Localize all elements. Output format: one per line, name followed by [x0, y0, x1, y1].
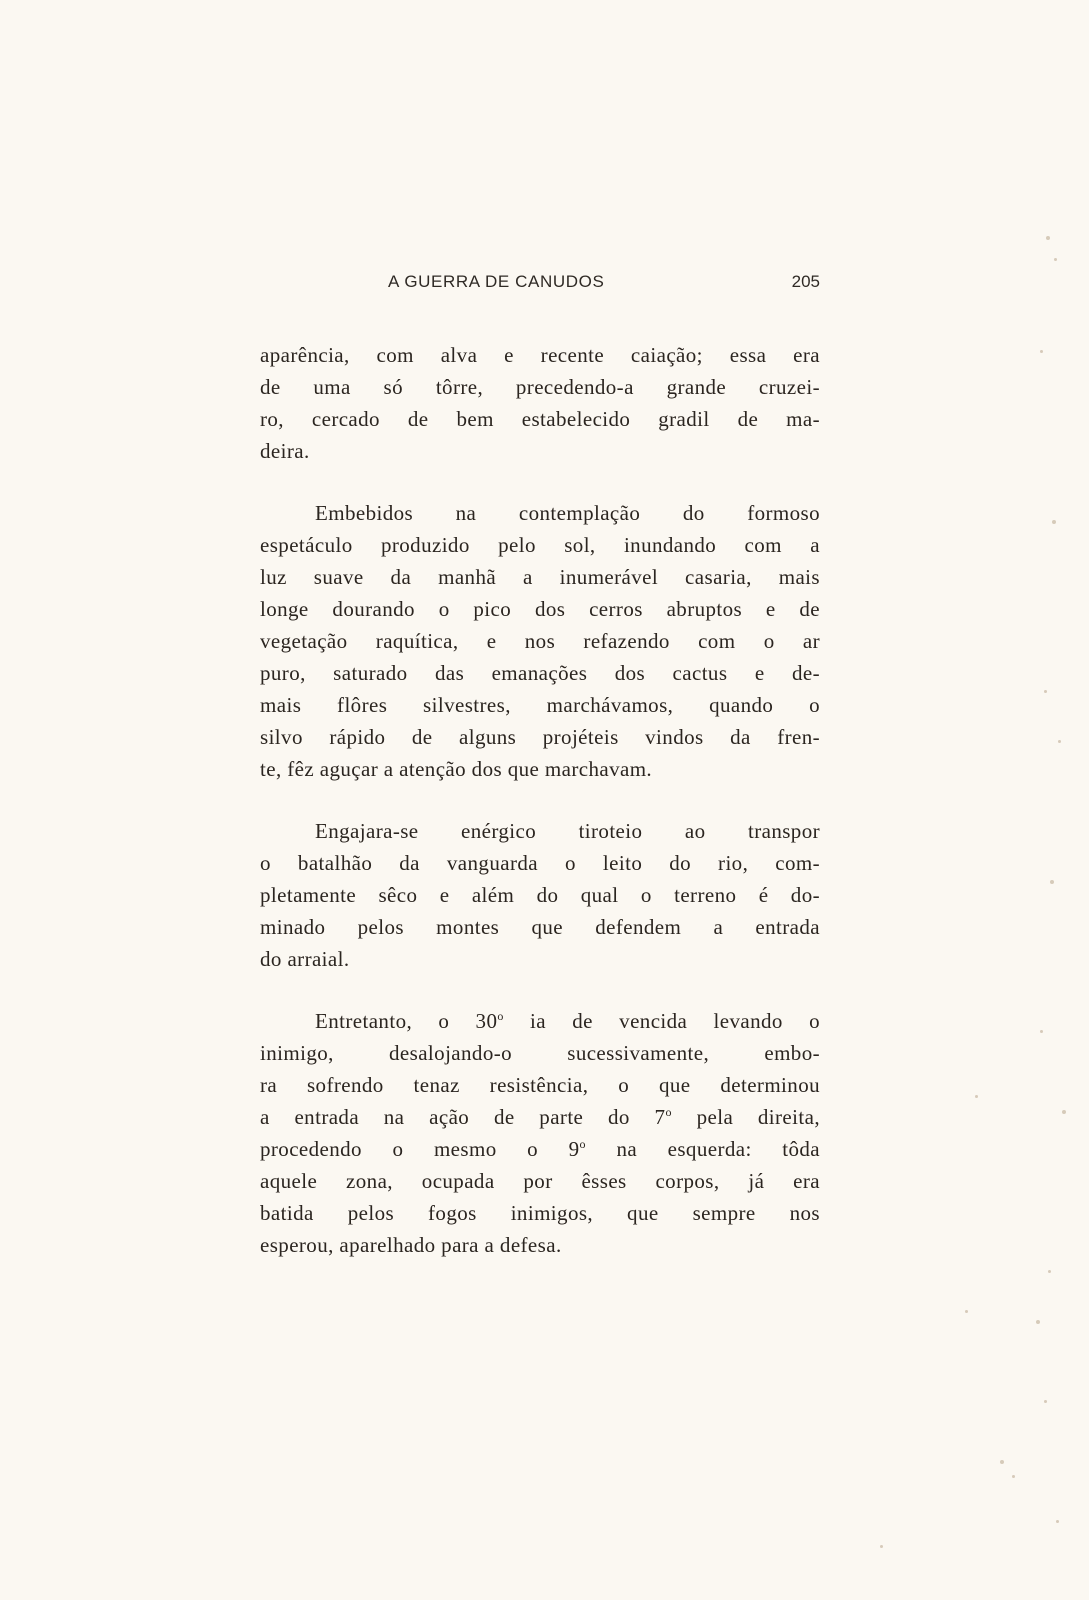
body-text — [260, 339, 820, 1261]
text-line — [260, 1133, 820, 1165]
text-line: longe dourando o pico dos cerros abruptos e de — [260, 597, 820, 621]
text-line — [260, 1005, 820, 1037]
text-line: Embebidos na contemplação do formoso — [315, 501, 820, 525]
text-line: batida pelos fogos inimigos, que sempre nos — [260, 1201, 820, 1225]
paragraph-4 — [260, 1005, 820, 1261]
text-line: de uma só tôrre, precedendo-a grande cruzei- — [260, 375, 820, 399]
text-line: deira. — [260, 439, 310, 463]
ordinal-mark: o — [579, 1137, 586, 1151]
text-line: minado pelos montes que defendem a entrada — [260, 915, 820, 939]
text-line: inimigo, desalojando-o sucessivamente, embo- — [260, 1041, 820, 1065]
text-line: o batalhão da vanguarda o leito do rio, com- — [260, 851, 820, 875]
line-start: Entretanto, o 30 — [315, 1009, 498, 1033]
text-line: aparência, com alva e recente caiação; essa era — [260, 343, 820, 367]
page-number: 205 — [791, 272, 820, 291]
text-line: luz suave da manhã a inumerável casaria, mais — [260, 565, 820, 589]
text-line: Engajara-se enérgico tiroteio ao transpor — [315, 819, 820, 843]
line-end: pela direita, — [671, 1105, 820, 1129]
text-line: ra sofrendo tenaz resistência, o que determinou — [260, 1073, 820, 1097]
line-end: ia de vencida levando o — [503, 1009, 820, 1033]
ordinal-mark: o — [497, 1009, 504, 1023]
line-start: a entrada na ação de parte do 7 — [260, 1105, 666, 1129]
paragraph-3 — [260, 815, 820, 975]
paragraph-1 — [260, 339, 820, 467]
text-line: vegetação raquítica, e nos refazendo com o ar — [260, 629, 820, 653]
text-line: espetáculo produzido pelo sol, inundando com a — [260, 533, 820, 557]
ordinal-mark: o — [665, 1105, 672, 1119]
text-line: te, fêz aguçar a atenção dos que marchavam. — [260, 757, 653, 781]
text-line: do arraial. — [260, 947, 350, 971]
text-line: ro, cercado de bem estabelecido gradil de ma- — [260, 407, 820, 431]
text-line: mais flôres silvestres, marchávamos, quando o — [260, 693, 820, 717]
line-start: procedendo o mesmo o 9 — [260, 1137, 580, 1161]
text-line: esperou, aparelhado para a defesa. — [260, 1233, 562, 1257]
paragraph-2 — [260, 497, 820, 785]
running-head — [260, 272, 820, 302]
running-title: A GUERRA DE CANUDOS — [388, 272, 605, 291]
line-end: na esquerda: tôda — [585, 1137, 821, 1161]
text-line: aquele zona, ocupada por êsses corpos, já era — [260, 1169, 820, 1193]
text-line — [260, 1101, 820, 1133]
text-line: silvo rápido de alguns projéteis vindos da fren- — [260, 725, 820, 749]
text-line: puro, saturado das emanações dos cactus e de- — [260, 661, 820, 685]
text-line: pletamente sêco e além do qual o terreno é do- — [260, 883, 820, 907]
